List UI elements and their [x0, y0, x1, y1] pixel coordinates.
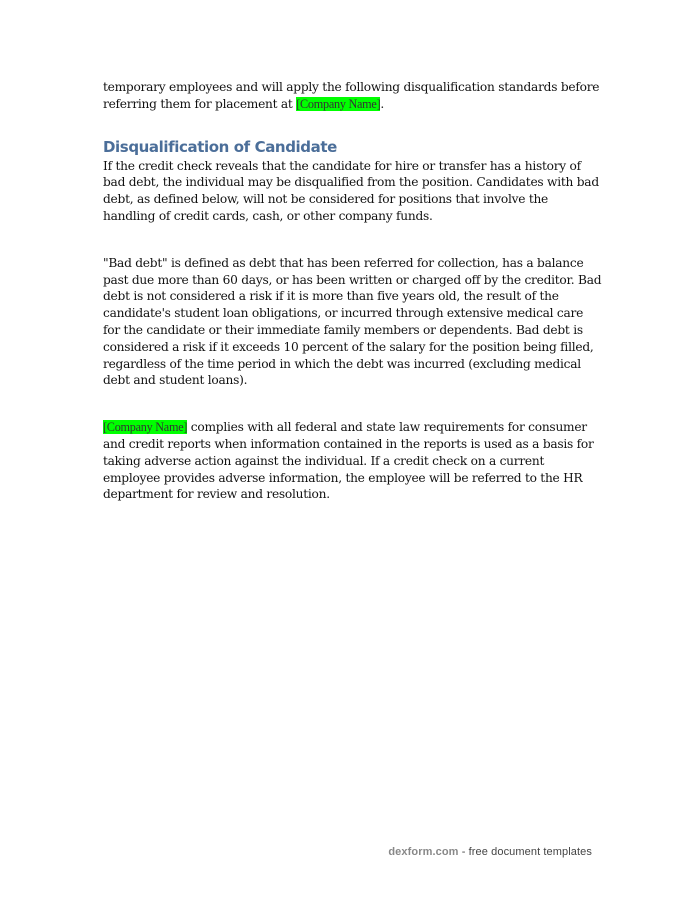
compliance-paragraph [103, 419, 603, 503]
company-name-placeholder: [Company Name] [103, 420, 188, 435]
company-name-placeholder: [Company Name] [296, 96, 381, 111]
disqualification-paragraph: If the credit check reveals that the candidate for hire or transfer has a history of bad debt, the individual may be disqualified from the position. Candidates with bad debt, as defined below, will not be considered for positions that involve the handling of credit cards, cash, or other company funds. [103, 158, 599, 223]
bad-debt-definition-paragraph: "Bad debt" is defined as debt that has been referred for collection, has a balance past due more than 60 days, or has been written or charged off by the creditor. Bad debt is not considered a risk if it is more than five years old, the result of the candidate's student loan obligations, or incurred through extensive medical care for the candidate or their immediate family members or dependents. Bad debt is considered a risk if it exceeds 10 percent of the salary for the position being filled, regardless of the time period in which the debt was incurred (excluding medical debt and student loans). [103, 255, 602, 388]
footer-brand: dexform.com [388, 846, 459, 858]
intro-text-end: . [380, 96, 385, 111]
document-content [103, 79, 603, 503]
intro-paragraph [103, 79, 603, 113]
intro-text: temporary employees and will apply the following disqualification standards before referring them for placement at [103, 80, 600, 111]
compliance-text: complies with all federal and state law requirements for consumer and credit reports when information contained in the reports is used as a basis for taking adverse action against the individual. If a credit check on a current employee provides adverse information, the employee will be referred to the HR department for review and resolution. [103, 420, 594, 502]
footer-tagline: - free document templates [458, 846, 592, 858]
footer [388, 846, 592, 858]
section-heading: Disqualification of Candidate [103, 137, 337, 156]
